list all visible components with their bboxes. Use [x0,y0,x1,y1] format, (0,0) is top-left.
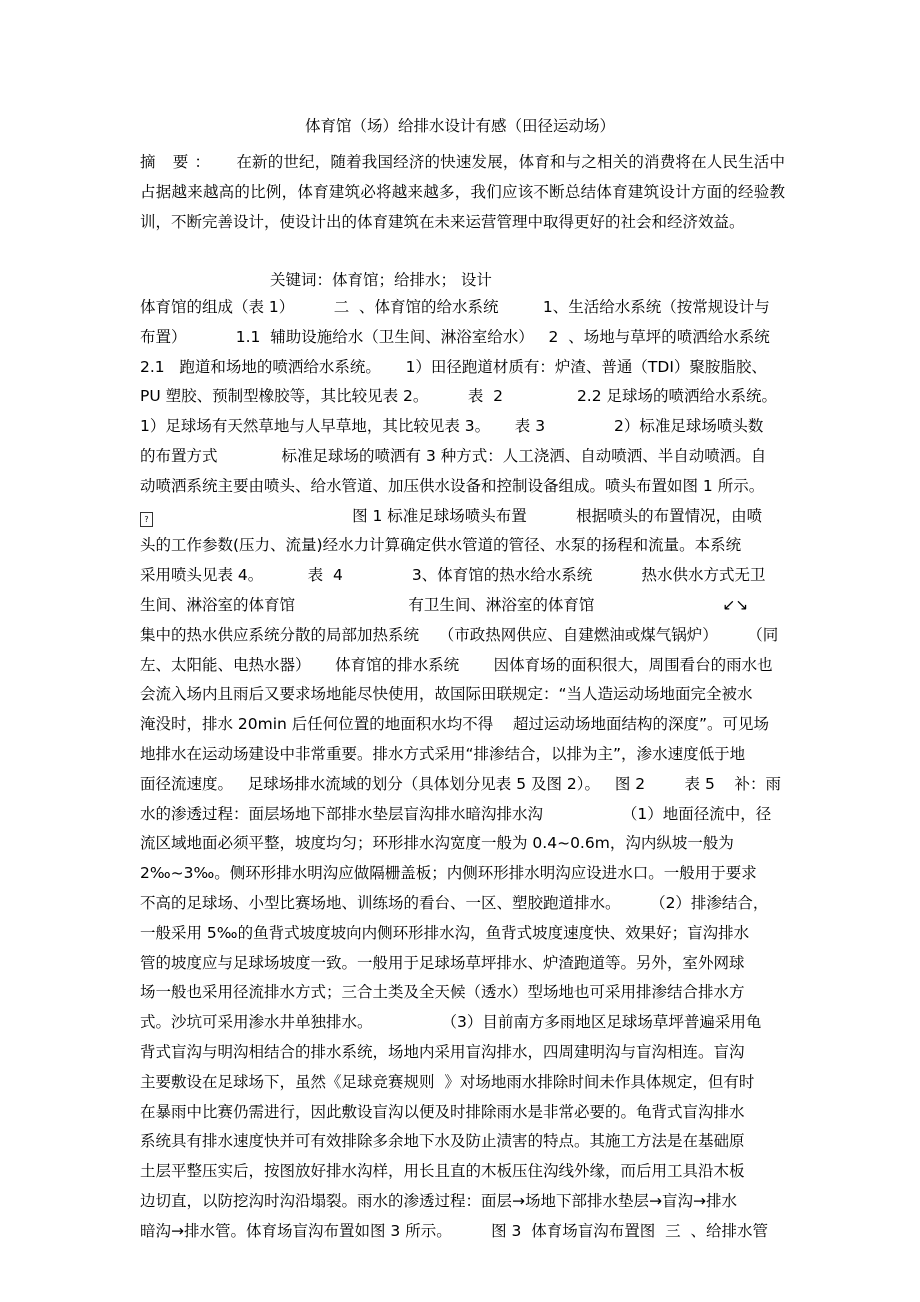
document-title: 体育馆（场）给排水设计有感（田径运动场） [304,117,615,135]
body-text [140,293,785,1247]
body-line: 体育馆的组成（表 1） 二 、体育馆的给水系统 1、生活给水系统（按常规设计与 [140,298,770,316]
body-line: 淹没时，排水 20min 后任何位置的地面积水均不得 超过运动场地面结构的深度”。可见场 [140,715,770,734]
body-line: 主要敷设在足球场下，虽然《足球竞赛规则 》对场地雨水排除时间未作具体规定，但有时 [140,1072,755,1091]
body-line: 会流入场内且雨后又要求场地能尽快使用，故国际田联规定：“当人造运动场地面完全被水 [140,685,753,704]
body-line: 系统具有排水速度快并可有效排除多余地下水及防止渍害的特点。其施工方法是在基础原 [140,1132,745,1151]
body-line: 在暴雨中比赛仍需进行，因此敷设盲沟以便及时排除雨水是非常必要的。龟背式盲沟排水 [140,1102,745,1121]
body-line: 图 1 标准足球场喷头布置 根据喷头的布置情况，由喷 [155,506,763,525]
body-line: 水的渗透过程：面层场地下部排水垫层盲沟排水暗沟排水沟 （1）地面径流中，径 [140,804,772,823]
body-line: 一般采用 5‰的鱼背式坡度坡向内侧环形排水沟，鱼背式坡度速度快、效果好；盲沟排水 [140,923,750,942]
body-line: PU 塑胶、预制型橡胶等，其比较见表 2。 表 2 2.2 足球场的喷洒给水系统。 [140,387,778,406]
body-line: 动喷洒系统主要由喷头、给水管道、加压供水设备和控制设备组成。喷头布置如图 1 所示。 [140,476,765,495]
body-line: 不高的足球场、小型比赛场地、训练场的看台、一区、塑胶跑道排水。 （2）排渗结合， [140,893,769,912]
body-line: 土层平整压实后，按图放好排水沟样，用长且直的木板压住沟线外缘，而后用工具沿木板 [140,1162,745,1181]
abstract [140,147,785,237]
body-line: 布置） 1.1 辅助设施给水（卫生间、淋浴室给水） 2 、场地与草坪的喷洒给水系统 [140,327,770,346]
body-line: 采用喷头见表 4。 表 4 3、体育馆的热水给水系统 热水供水方式无卫 [140,566,766,585]
body-line: 管的坡度应与足球场坡度一致。一般用于足球场草坪排水、炉渣跑道等。另外，室外网球 [140,953,745,972]
abstract-text: 在新的世纪，随着我国经济的快速发展，体育和与之相关的消费将在人民生活中占据越来越高的比例，体育建筑必将越来越多，我们应该不断总结体育建筑设计方面的经验教训，不断完善设计，使设计出的体育建筑在未来运营管理中取得更好的社会和经济效益。 [140,153,785,231]
abstract-label: 摘 要： [140,153,217,171]
body-line: 的布置方式 标准足球场的喷洒有 3 种方式：人工浇洒、自动喷洒、半自动喷洒。自 [140,446,767,465]
body-line: 场一般也采用径流排水方式；三合土类及全天候（透水）型场地也可采用排渗结合排水方 [140,983,745,1002]
body-line: 生间、淋浴室的体育馆 有卫生间、淋浴室的体育馆 ↙↘ [140,595,749,614]
body-line: 集中的热水供应系统分散的局部加热系统 （市政热网供应、自建燃油或煤气锅炉） （同 [140,625,779,644]
body-line: 2‰~3‰。侧环形排水明沟应做隔栅盖板；内侧环形排水明沟应设进水口。一般用于要求 [140,864,757,883]
body-line: 2.1 跑道和场地的喷洒给水系统。 1）田径跑道材质有：炉渣、普通（TDI）聚胺脂胶、 [140,357,767,376]
body-line: 1）足球场有天然草地与人早草地，其比较见表 3。 表 3 2）标准足球场喷头数 [140,417,764,436]
body-line-with-broken-image [140,502,785,532]
body-line: 暗沟→排水管。体育场盲沟布置如图 3 所示。 图 3 体育场盲沟布置图 三 、给排水管 [140,1221,768,1240]
keywords: 关键词：体育馆；给排水； 设计 [270,271,492,289]
body-line: 左、太阳能、电热水器） 体育馆的排水系统 因体育场的面积很大，周围看台的雨水也 [140,655,773,674]
broken-image-icon: ? [140,512,153,527]
body-line: 边切直，以防挖沟时沟沿塌裂。雨水的渗透过程：面层→场地下部排水垫层→盲沟→排水 [140,1191,737,1210]
body-line: 地排水在运动场建设中非常重要。排水方式采用“排渗结合，以排为主”，渗水速度低于地 [140,744,746,763]
body-line: 背式盲沟与明沟相结合的排水系统，场地内采用盲沟排水，四周建明沟与盲沟相连。盲沟 [140,1042,745,1061]
body-line: 式。沙坑可采用渗水井单独排水。 （3）目前南方多雨地区足球场草坪普遍采用龟 [140,1013,762,1032]
body-line: 面径流速度。 足球场排水流域的划分（具体划分见表 5 及图 2）。 图 2 表 5 补：雨 [140,774,782,793]
body-line: 流区域地面必须平整，坡度均匀；环形排水沟宽度一般为 0.4~0.6m，沟内纵坡一般为 [140,834,734,853]
body-line: 头的工作参数(压力、流量)经水力计算确定供水管道的管径、水泵的扬程和流量。本系统 [140,536,742,555]
